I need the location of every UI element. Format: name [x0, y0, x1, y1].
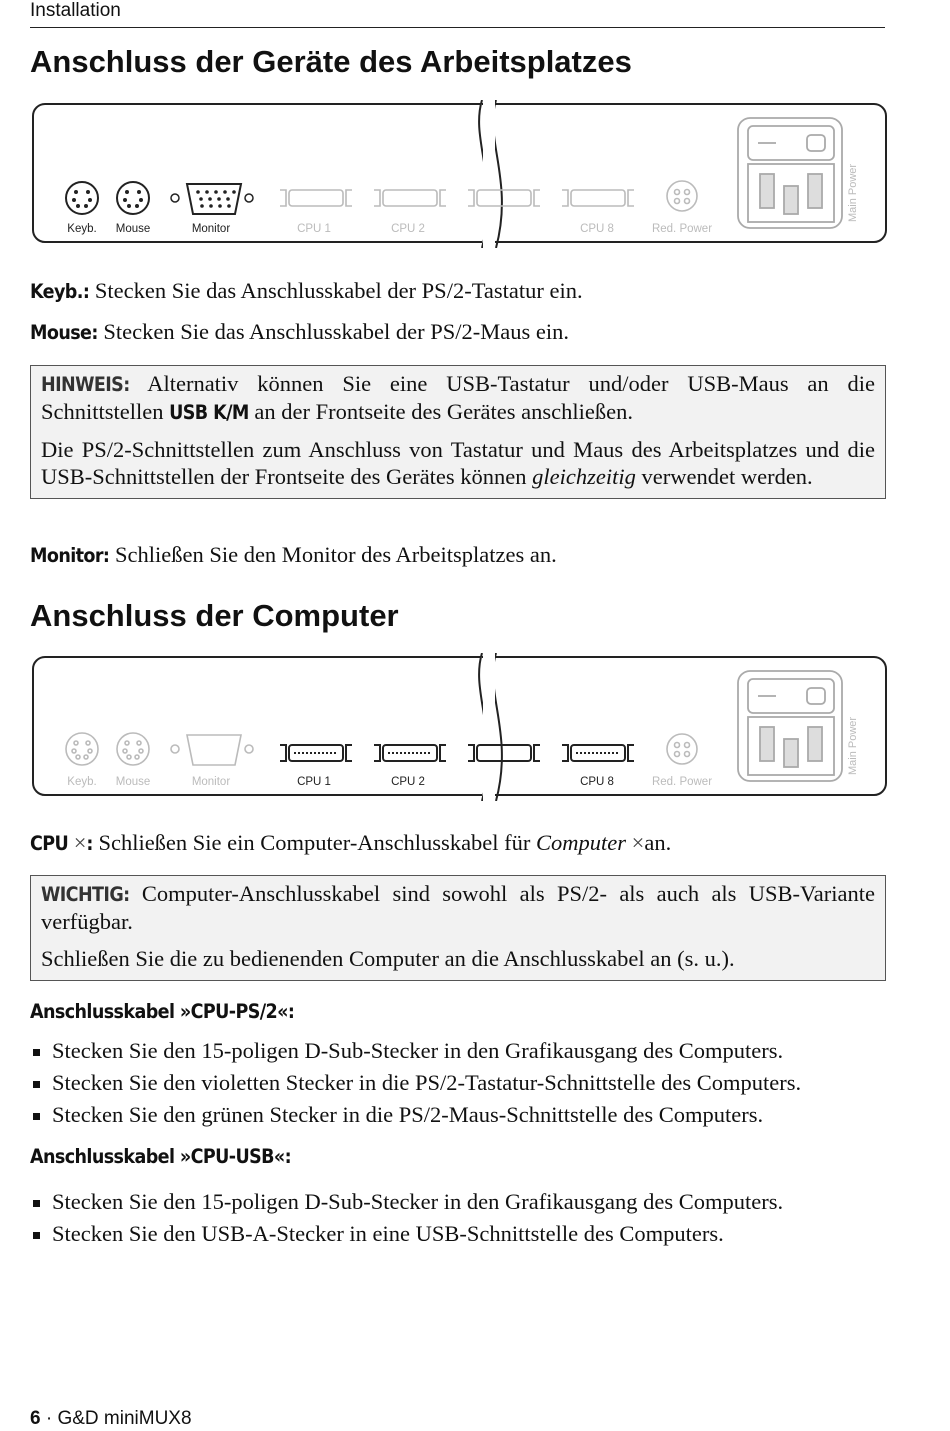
cpu-label: CPU: [30, 832, 74, 855]
panel-label-mouse: Mouse: [115, 776, 151, 788]
list-item: Stecken Sie den violetten Stecker in die PS/2-Tastatur-Schnittstelle des Computers.: [30, 1067, 890, 1099]
product-name: G&D miniMUX8: [57, 1408, 192, 1429]
device-panel-computers: [30, 653, 890, 801]
panel-label-keyb: Keyb.: [67, 223, 97, 235]
note-box-wichtig: [30, 875, 886, 981]
cpu-emphasis: Computer: [536, 830, 627, 855]
red-power-port-icon: [667, 181, 697, 211]
mouse-instruction: [30, 318, 569, 346]
panel-label-cpu2: CPU 2: [391, 223, 425, 235]
panel-label-cpu2: CPU 2: [391, 776, 425, 788]
cpu1-port-icon: [280, 190, 352, 206]
wichtig-text: Computer-Anschlusskabel sind sowohl als PS/2- als auch als USB-Variante verfügbar.: [41, 881, 875, 934]
page-footer: [30, 1408, 192, 1430]
usb-km-port-name: USB K/M: [169, 401, 249, 424]
panel-label-red-power: Red. Power: [651, 223, 713, 235]
note-para2-a: Die PS/2-Schnittstellen zum Anschluss von Tastatur und Maus des Arbeitsplatzes und die USB-Schnittstellen der Frontseite des Gerätes können: [41, 437, 875, 489]
keyb-text: Stecken Sie das Anschlusskabel der PS/2-Tastatur ein.: [89, 278, 583, 303]
ps2-cable-steps: [30, 1035, 890, 1131]
panel-label-main-power: Main Power: [847, 163, 859, 222]
keyb-label: Keyb.:: [30, 280, 90, 303]
device-panel-workstation: [30, 100, 890, 248]
keyb-instruction: [30, 277, 583, 305]
panel-label-keyb: Keyb.: [67, 776, 97, 788]
main-power-module-icon: [738, 118, 842, 228]
note-box-hinweis: [30, 365, 886, 499]
cpu8-port-icon: [562, 745, 634, 761]
panel-label-cpu8: CPU 8: [580, 776, 614, 788]
cpu2-port-icon: [374, 190, 446, 206]
cpu-placeholder-mark: ×: [73, 830, 87, 855]
panel-label-mouse: Mouse: [115, 223, 151, 235]
red-power-port-icon: [667, 734, 697, 764]
mouse-text: Stecken Sie das Anschlusskabel der PS/2-Maus ein.: [97, 319, 569, 344]
cpu1-port-icon: [280, 745, 352, 761]
cpu-end: an.: [644, 830, 672, 855]
panel-label-cpu8: CPU 8: [580, 223, 614, 235]
main-power-module-icon: [738, 671, 842, 781]
note-label: HINWEIS:: [41, 373, 130, 396]
wichtig-para2: Schließen Sie die zu bedienenden Computer an die Anschlusskabel an (s. u.).: [41, 946, 735, 971]
list-item: Stecken Sie den grünen Stecker in die PS/2-Maus-Schnittstelle des Computers.: [30, 1099, 890, 1131]
note-text-b: an der Frontseite des Gerätes anschließen.: [248, 399, 633, 424]
section-title-computers: Anschluss der Computer: [30, 598, 399, 633]
note-text-a: Alternativ können Sie eine USB-Tastatur und/oder USB-Maus an die Schnittstellen: [41, 371, 875, 424]
vga-monitor-port-icon: [171, 735, 253, 765]
ps2-keyboard-port-icon: [66, 733, 98, 765]
ps2-keyboard-port-icon: [66, 182, 98, 214]
panel-label-red-power: Red. Power: [651, 776, 713, 788]
panel-label-monitor: Monitor: [191, 776, 231, 788]
note-para2-b: verwendet werden.: [635, 464, 813, 489]
cpu7-port-icon: [468, 190, 540, 206]
ps2-mouse-port-icon: [117, 733, 149, 765]
list-item: Stecken Sie den 15-poligen D-Sub-Stecker in den Grafikausgang des Computers.: [30, 1186, 890, 1218]
panel-label-cpu1: CPU 1: [297, 776, 331, 788]
cpu7-port-icon: [468, 745, 540, 761]
usb-cable-steps: [30, 1186, 890, 1250]
panel-label-monitor: Monitor: [191, 223, 231, 235]
section-title-workstation: Anschluss der Geräte des Arbeitsplatzes: [30, 44, 632, 79]
ps2-cable-heading: Anschlusskabel »CPU-PS/2«:: [30, 1000, 295, 1023]
cpu-colon: :: [86, 832, 93, 855]
panel-label-cpu1: CPU 1: [297, 223, 331, 235]
vga-monitor-port-icon: [171, 184, 253, 214]
monitor-text: Schließen Sie den Monitor des Arbeitsplatzes an.: [109, 542, 557, 567]
page-number: 6: [30, 1408, 41, 1429]
mouse-label: Mouse:: [30, 321, 98, 344]
wichtig-label: WICHTIG:: [41, 883, 130, 906]
footer-separator: ·: [40, 1408, 58, 1429]
cpu-instruction: [30, 829, 671, 857]
cpu-placeholder-mark-2: ×: [631, 830, 645, 855]
monitor-label: Monitor:: [30, 544, 110, 567]
panel-label-main-power: Main Power: [847, 716, 859, 775]
usb-cable-heading: Anschlusskabel »CPU-USB«:: [30, 1145, 292, 1168]
cpu-text: Schließen Sie ein Computer-Anschlusskabel für: [92, 830, 537, 855]
note-para2-emphasis: gleichzeitig: [532, 464, 636, 489]
running-header: Installation: [30, 0, 121, 21]
cpu2-port-icon: [374, 745, 446, 761]
cpu8-port-icon: [562, 190, 634, 206]
header-rule: [30, 27, 885, 28]
monitor-instruction: [30, 541, 557, 569]
ps2-mouse-port-icon: [117, 182, 149, 214]
list-item: Stecken Sie den 15-poligen D-Sub-Stecker in den Grafikausgang des Computers.: [30, 1035, 890, 1067]
list-item: Stecken Sie den USB-A-Stecker in eine USB-Schnittstelle des Computers.: [30, 1218, 890, 1250]
